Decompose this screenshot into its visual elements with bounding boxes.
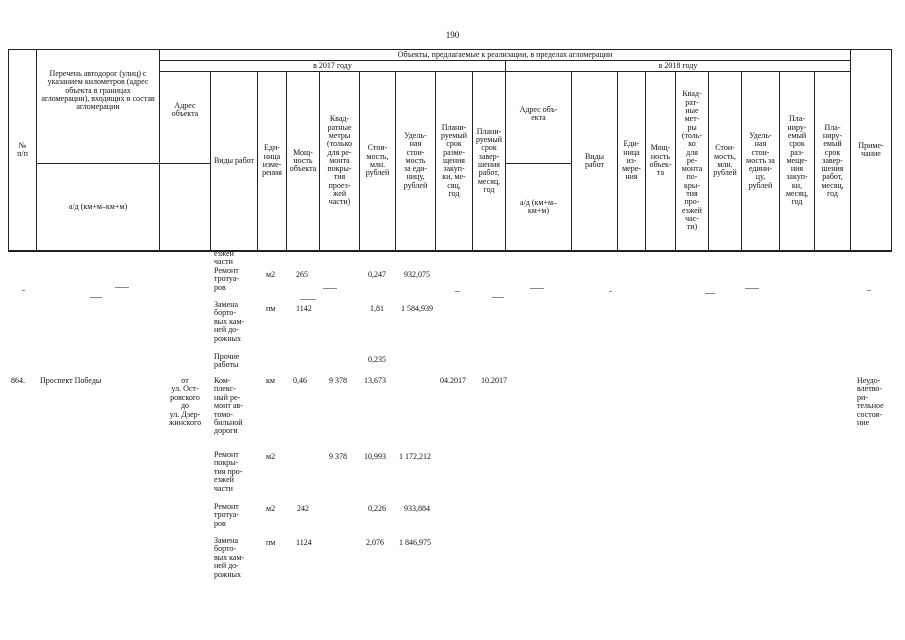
cell-unit-cost: 933,884 — [404, 504, 430, 513]
header-col-roads: Перечень автодорог (улиц) с указанием километров (адрес объекта в границах агломерации), входящих в состав агломерации — [37, 50, 160, 164]
cell-capacity: 1142 — [296, 304, 312, 313]
cell-row-number: 864. — [11, 376, 25, 385]
cell-capacity: 242 — [297, 504, 309, 513]
header-2017-work: Виды работ — [211, 72, 258, 251]
cell-unit-cost: 932,075 — [404, 270, 430, 279]
header-group-title: Объекты, предлагаемые к реализации, в пределах агломерации — [160, 50, 851, 61]
header-2018-cost: Стои- мость, млн. рублей — [709, 72, 742, 251]
cell-plan-procurement: 04.2017 — [440, 376, 466, 385]
cell-work: Прочие работы — [214, 352, 240, 370]
cell-work-continued: езжей части — [214, 249, 234, 267]
header-col-number: № п/п — [9, 50, 37, 251]
cell-work: Ком- плекс- ный ре- монт ав- томо- бильной дороги — [214, 376, 243, 436]
header-2018-unit: Еди- ница из- мере- ния — [618, 72, 646, 251]
cell-unit: м2 — [266, 270, 276, 279]
cell-work: Ремонт тротуа- ров — [214, 266, 239, 292]
cell-unit: пм — [266, 538, 276, 547]
cell-address: от ул. Ост- ровского до ул. Дзер- жинского — [168, 376, 202, 428]
cell-sqm: 9 378 — [329, 376, 347, 385]
header-2017-sqm: Квад- ратные метры (только для ре- монта покры- тия проез- жей части) — [320, 72, 360, 251]
header-year-2017: в 2017 году — [160, 61, 506, 72]
cell-unit: пм — [266, 304, 276, 313]
header-col-note: Приме- чание — [851, 50, 891, 251]
cell-note: Неудо- влетво- ри- тельное состоя- ние — [857, 376, 884, 428]
cell-cost: 1,81 — [370, 304, 384, 313]
cell-capacity: 1124 — [296, 538, 312, 547]
page-number: 190 — [445, 30, 460, 40]
header-2018-work: Виды работ — [572, 72, 618, 251]
header-2017-plan-proc: Плани- руемый срок разме- щения закуп- ки, ме- сяц, год — [436, 72, 473, 251]
header-2017-plan-done: Плани- руемый срок завер- шения работ, месяц, год — [473, 72, 506, 251]
header-2017-unit-cost: Удель- ная стои- мость за еди- ницу, рублей — [396, 72, 436, 251]
header-2018-plan-proc: Пла- ниру- емый срок раз- меще- ния закуп- ки, месяц, год — [780, 72, 815, 251]
header-2018-unit-cost: Удель- ная стои- мость за едини- цу, рублей — [742, 72, 780, 251]
header-2018-capacity: Мощ- ность объек- та — [646, 72, 676, 251]
cell-work: Ремонт тротуа- ров — [214, 502, 239, 528]
cell-work: Ремонт покры- тия про- езжей части — [214, 450, 243, 493]
cell-unit: м2 — [266, 504, 276, 513]
cell-capacity: 0,46 — [293, 376, 307, 385]
cell-cost: 0,247 — [368, 270, 386, 279]
cell-cost: 0,226 — [368, 504, 386, 513]
cell-road-name: Проспект Победы — [40, 376, 102, 385]
cell-plan-completion: 10.2017 — [481, 376, 507, 385]
cell-sqm: 9 378 — [329, 452, 347, 461]
header-2017-address: Адрес объекта — [160, 72, 211, 164]
table-header — [8, 49, 892, 252]
cell-capacity: 265 — [296, 270, 308, 279]
header-2018-address-sub: а/д (км+м– км+м) — [506, 164, 572, 251]
header-2017-unit: Еди- ница изме- рения — [258, 72, 287, 251]
cell-cost: 13,673 — [364, 376, 386, 385]
header-year-2018: в 2018 году — [506, 61, 851, 72]
header-2018-address: Адрес объ- екта — [506, 72, 572, 164]
header-2017-cost: Стои- мость, млн. рублей — [360, 72, 396, 251]
cell-unit: м2 — [266, 452, 276, 461]
cell-unit-cost: 1 584,939 — [401, 304, 433, 313]
cell-cost: 0,235 — [368, 355, 386, 364]
cell-unit-cost: 1 172,212 — [399, 452, 431, 461]
header-2018-sqm: Квад- рат- ные мет- ры (толь- ко для ре- монта по- кры- тия про- езжей час- ти) — [676, 72, 709, 251]
cell-unit-cost: 1 846,975 — [399, 538, 431, 547]
header-col-roads-sub: а/д (км+м–км+м) — [37, 164, 160, 251]
header-2018-plan-done: Пла- ниру- емый срок завер- шения работ, месяц, год — [815, 72, 851, 251]
cell-work: Замена борто- вых кам- ней до- рожных — [214, 300, 245, 343]
cell-cost: 10,993 — [364, 452, 386, 461]
header-2017-address-sub — [160, 164, 211, 251]
header-2017-capacity: Мощ- ность объекта — [287, 72, 320, 251]
cell-work: Замена борто- вых кам- ней до- рожных — [214, 536, 245, 579]
cell-unit: км — [266, 376, 275, 385]
cell-cost: 2,076 — [366, 538, 384, 547]
